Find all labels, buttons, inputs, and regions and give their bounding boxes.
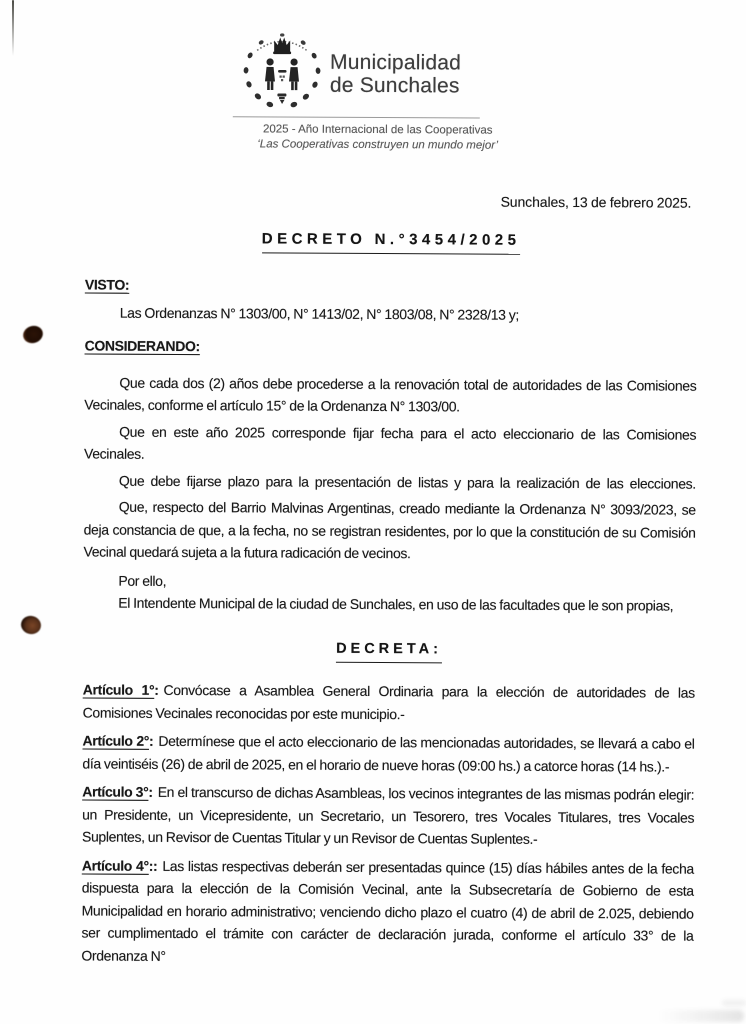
visto-label: VISTO: xyxy=(84,276,130,293)
org-name-line2: de Sunchales xyxy=(329,73,460,97)
considerando-paragraph: Que, respecto del Barrio Malvinas Argentinas, creado mediante la Ordenanza N° 3093/2023, se deja constancia de que, a la fecha, no se registran residentes, por lo que la constitución de su Comisión Vecinal quedará sujeta a la futura radicación de vecinos. xyxy=(83,498,696,562)
letterhead-slogan xyxy=(210,122,546,153)
document-body xyxy=(81,188,697,969)
considerando-paragraph: Que cada dos (2) años debe procederse a la renovación total de autoridades de las Comisiones Vecinales, conforme el artículo 15° de la Ordenanza N° 1303/00. xyxy=(84,374,697,415)
article-2-label: Artículo 2° xyxy=(82,732,150,749)
article-2-text: Determínese que el acto eleccionario de las mencionadas autoridades, se llevará a cabo el día veintiséis (26) de abril de 2025, en el horario de nueve horas (09:00 hs.) a catorce horas (14 hs.).- xyxy=(82,732,695,775)
por-ello-line: Por ello, xyxy=(118,572,167,589)
letterhead xyxy=(241,30,491,116)
article-3-label: Artículo 3° xyxy=(82,783,149,800)
article-3-text: En el transcurso de dichas Asambleas, los vecinos integrantes de las mismas podrán elegir: un Presidente, un Vicepresidente, un Secretario, un Tesorero, tres Vocales Titulares, tres Vocales Suplentes, un Revisor de Cuentas Titular y un Revisor de Cuentas Suplentes.- xyxy=(81,783,695,847)
slogan-line2: ‘Las Cooperativas construyen un mundo mejor’ xyxy=(257,137,499,152)
intendente-line: El Intendente Municipal de la ciudad de Sunchales, en uso de las facultades que le son propias, xyxy=(118,594,674,614)
visto-text: Las Ordenanzas N° 1303/00, N° 1413/02, N° 1803/08, N° 2328/13 y; xyxy=(119,304,519,323)
article-4-label: Artículo 4° xyxy=(81,856,149,874)
decree-title: DECRETO N.°3454/2025 xyxy=(85,226,697,256)
slogan-line1: 2025 - Año Internacional de las Cooperativas xyxy=(262,123,493,137)
article-4-colon: :: xyxy=(148,857,158,874)
considerando-paragraph: Que en este año 2025 corresponde fijar fecha para el acto eleccionario de las Comisiones Vecinales. xyxy=(83,423,697,462)
decreta-heading: DECRETA: xyxy=(83,635,695,665)
header-divider xyxy=(233,116,480,118)
org-name-line1: Municipalidad xyxy=(330,50,462,74)
municipal-crest-icon xyxy=(241,30,323,115)
considerando-label: CONSIDERANDO: xyxy=(84,337,200,355)
article-3 xyxy=(82,780,694,851)
considerando-paragraph: Que debe fijarse plazo para la presentación de listas y para la realización de las elecciones. xyxy=(118,472,696,492)
org-name xyxy=(330,50,461,97)
dateline: Sunchales, 13 de febrero 2025. xyxy=(500,193,692,211)
article-1-text: Convócase a Asamblea General Ordinaria para la elección de autoridades de las Comisiones Vecinales reconocidas por este municipio.- xyxy=(82,681,695,722)
article-2 xyxy=(82,729,694,777)
article-4-text: Las listas respectivas deberán ser presentadas quince (15) días hábiles antes de la fecha dispuesta para la elección de la Comisión Vecinal, ante la Subsecretaría de Gobierno de esta Municipalidad en horario administrativo; venciendo dicho plazo el cuatro (4) de abril de 2.025, debiendo ser cumplimentado el trámite con carácter de declaración jurada, conforme el artículo 33° de la Ordenanza N° xyxy=(81,857,694,964)
article-4 xyxy=(81,854,694,970)
article-1-label: Artículo 1° xyxy=(82,681,155,698)
article-2-colon: : xyxy=(148,732,154,749)
article-1-colon: : xyxy=(154,681,159,698)
article-1 xyxy=(83,678,695,726)
article-3-colon: : xyxy=(148,783,153,800)
